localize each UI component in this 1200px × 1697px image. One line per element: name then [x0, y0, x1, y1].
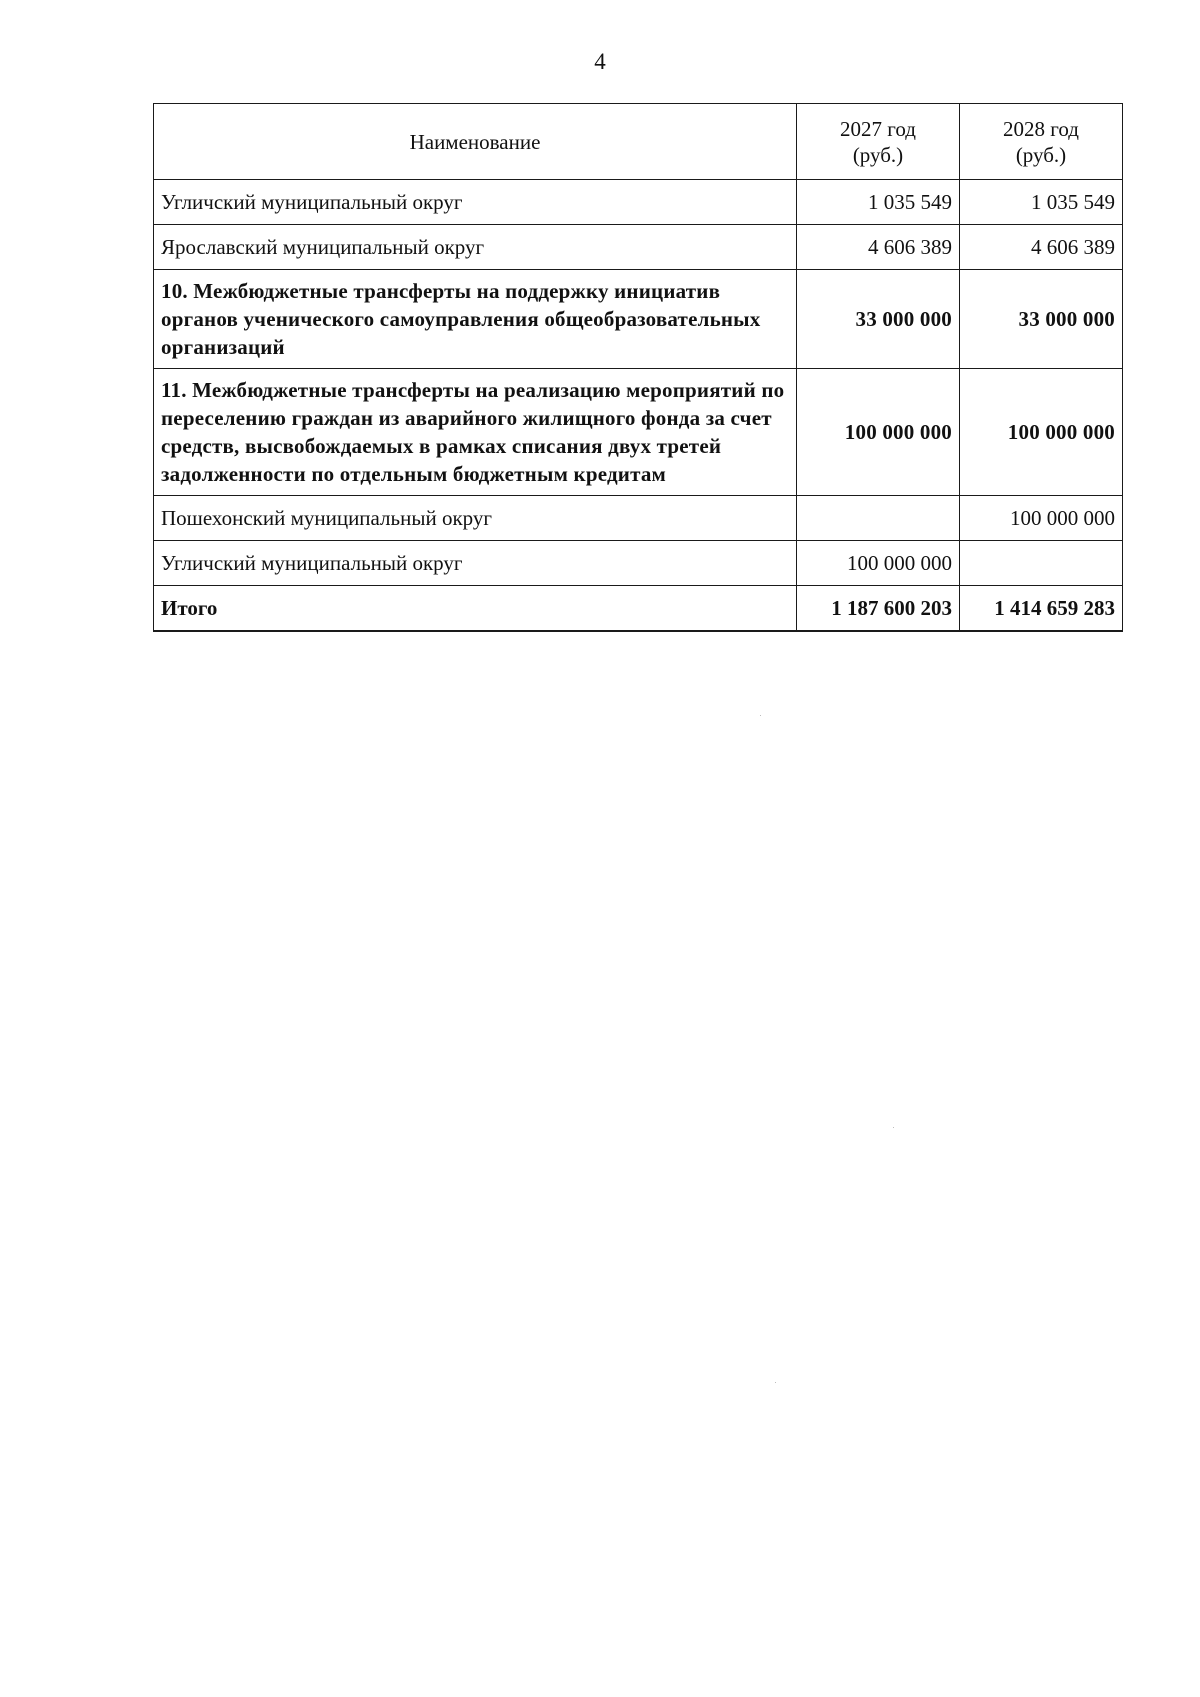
row-name: Пошехонский муниципальный округ [154, 496, 797, 541]
row-value-2028 [960, 541, 1123, 586]
table-row [154, 180, 1123, 225]
header-year-2027-unit: (руб.) [852, 142, 904, 167]
row-name: Угличский муниципальный округ [154, 541, 797, 586]
total-value-2027: 1 187 600 203 [797, 586, 960, 632]
section-value-2027: 33 000 000 [797, 270, 960, 369]
header-year-2028-label: 2028 год [1003, 116, 1079, 141]
row-value-2027 [797, 496, 960, 541]
header-name: Наименование [154, 104, 797, 180]
section-value-2028: 100 000 000 [960, 369, 1123, 496]
scan-speck [775, 1382, 776, 1383]
section-name: 10. Межбюджетные трансферты на поддержку инициатив органов ученического самоуправления общеобразовательных организаций [154, 270, 797, 369]
section-row [154, 369, 1123, 496]
header-year-2028-unit: (руб.) [1015, 142, 1067, 167]
row-value-2028: 100 000 000 [960, 496, 1123, 541]
table-row [154, 225, 1123, 270]
section-value-2028: 33 000 000 [960, 270, 1123, 369]
header-year-2027 [797, 104, 960, 180]
table-row [154, 496, 1123, 541]
row-value-2027: 1 035 549 [797, 180, 960, 225]
total-value-2028: 1 414 659 283 [960, 586, 1123, 632]
scan-speck [893, 1127, 894, 1128]
row-value-2027: 100 000 000 [797, 541, 960, 586]
page-number: 4 [594, 49, 606, 74]
row-value-2028: 1 035 549 [960, 180, 1123, 225]
section-value-2027: 100 000 000 [797, 369, 960, 496]
total-label: Итого [154, 586, 797, 632]
header-year-2027-label: 2027 год [840, 116, 916, 141]
scan-speck [760, 715, 761, 716]
row-name: Ярославский муниципальный округ [154, 225, 797, 270]
row-name: Угличский муниципальный округ [154, 180, 797, 225]
header-year-2028 [960, 104, 1123, 180]
table-row [154, 541, 1123, 586]
total-row [154, 586, 1123, 632]
section-row [154, 270, 1123, 369]
section-name: 11. Межбюджетные трансферты на реализацию мероприятий по переселению граждан из аварийного жилищного фонда за счет средств, высвобождаемых в рамках списания двух третей задолженности по отдельным бюджетным кредитам [154, 369, 797, 496]
budget-table [153, 103, 1123, 632]
row-value-2027: 4 606 389 [797, 225, 960, 270]
table-body [154, 180, 1123, 632]
row-value-2028: 4 606 389 [960, 225, 1123, 270]
header-row [154, 104, 1123, 180]
table-header [154, 104, 1123, 180]
